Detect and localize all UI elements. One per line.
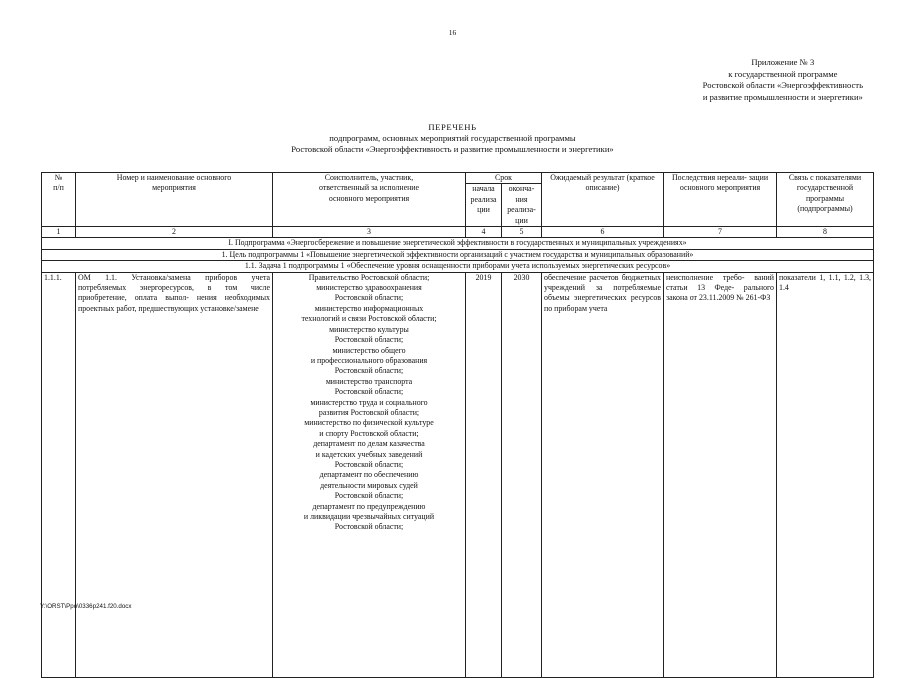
executor-line: департамент по делам казачества [313, 439, 425, 449]
measures-table [41, 172, 874, 678]
column-number: 5 [502, 227, 542, 238]
executor-line: и профессионального образования [310, 355, 428, 365]
executor-line: и спорту Ростовской области; [319, 428, 419, 438]
executor-line: Правительство Ростовской области; [308, 272, 430, 282]
document-subtitle-line: подпрограмм, основных мероприятий государственной программы [329, 133, 576, 143]
header-term-end: оконча- ния реализа- ции [502, 184, 542, 227]
executor-line: и ликвидации чрезвычайных ситуаций [303, 512, 435, 521]
executor-line: Ростовской области; [334, 293, 404, 303]
executor-line: министерство транспорта [325, 376, 413, 386]
table-header-row [42, 173, 874, 184]
indicator-link: показатели 1, 1.1, 1.2, 1.3, 1.4 [777, 272, 874, 677]
executor-line: деятельности мировых судей [320, 480, 418, 490]
header-number: № п/п [42, 173, 76, 227]
appendix-line: и развитие промышленности и энергетики» [702, 91, 863, 102]
task-title: 1.1. Задача 1 подпрограммы 1 «Обеспечение уровня оснащенности приборами учета используемых энергетических ресурсов» [42, 261, 874, 272]
header-name: Номер и наименование основного мероприятия [76, 173, 273, 227]
measure-name: ОМ 1.1. Установка/замена приборов учета потребляемых энергоресурсов, в том числе приобретение, оплата выпол- нения необходимых проектных работ, предшествующих установке/замене [76, 272, 273, 677]
header-executor: Соисполнитель, участник, ответственный за исполнение основного мероприятия [273, 173, 466, 227]
column-number: 1 [42, 227, 76, 238]
appendix-line: Приложение № 3 [751, 57, 815, 67]
row-number: 1.1.1. [42, 272, 76, 677]
column-number: 2 [76, 227, 273, 238]
non-implementation-consequences: неисполнение требо- ваний статьи 13 Феде- рального закона от 23.11.2009 № 261-ФЗ [664, 272, 777, 677]
appendix-line: к государственной программе [728, 68, 838, 79]
header-consequences: Последствия нереали- зации основного мероприятия [664, 173, 777, 227]
goal-row [42, 249, 874, 260]
document-subtitle-line: Ростовской области «Энергоэффективность и развитие промышленности и энергетики» [291, 144, 614, 154]
executor-line: развития Ростовской области; [318, 407, 420, 417]
executor-line: и кадетских учебных заведений [315, 449, 423, 459]
table-row [42, 272, 874, 677]
executor-line: Ростовской области; [334, 335, 404, 345]
header-result: Ожидаемый результат (краткое описание) [542, 173, 664, 227]
start-year: 2019 [466, 272, 502, 677]
header-term: Срок [466, 173, 542, 184]
column-number: 4 [466, 227, 502, 238]
executor-line: министерство здравоохранения [316, 283, 422, 293]
header-term-start: начала реализа ции [466, 184, 502, 227]
executor-line: Ростовской области; [334, 459, 404, 469]
page-number: 16 [448, 28, 457, 37]
executor-line: министерство общего [332, 345, 406, 355]
appendix-line: Ростовской области «Энергоэффективность [702, 80, 863, 91]
executor-line: Ростовской области; [334, 522, 404, 532]
column-number-row [42, 227, 874, 238]
executor-line: Ростовской области; [334, 387, 404, 397]
end-year: 2030 [502, 272, 542, 677]
subprogram-title: I. Подпрограмма «Энергосбережение и повышение энергетической эффективности в государственных и муниципальных учреждениях» [42, 238, 874, 249]
executor-line: департамент по обеспечению [319, 470, 419, 480]
executor-line: Ростовской области; [334, 491, 404, 501]
executors-list [273, 272, 466, 677]
executor-line: министерство информационных [314, 303, 424, 313]
column-number: 8 [777, 227, 874, 238]
column-number: 6 [542, 227, 664, 238]
appendix-block [703, 57, 863, 103]
header-link: Связь с показателями государственной программы (подпрограммы) [777, 173, 874, 227]
executor-line: министерство культуры [329, 324, 409, 334]
goal-title: 1. Цель подпрограммы 1 «Повышение энергетической эффективности организаций с участием государства и муниципальных образований» [42, 249, 874, 260]
document-heading [0, 122, 905, 155]
column-number: 3 [273, 227, 466, 238]
executor-line: министерство труда и социального [310, 397, 428, 407]
executor-line: департамент по предупреждению [312, 501, 426, 511]
column-number: 7 [664, 227, 777, 238]
subprogram-row [42, 238, 874, 249]
expected-result: обеспечение расчетов бюджетных учреждений за потребляемые объемы энергетических ресурсов по приборам учета [542, 272, 664, 677]
executor-line: технологий и связи Ростовской области; [301, 314, 437, 324]
task-row [42, 261, 874, 272]
executor-line: министерство по физической культуре [304, 418, 434, 428]
executor-line: Ростовской области; [334, 366, 404, 376]
footer-file-path: Y:\ORST\Ppo\0336p241.f20.docx [40, 603, 132, 610]
document-title: ПЕРЕЧЕНЬ [428, 122, 477, 132]
